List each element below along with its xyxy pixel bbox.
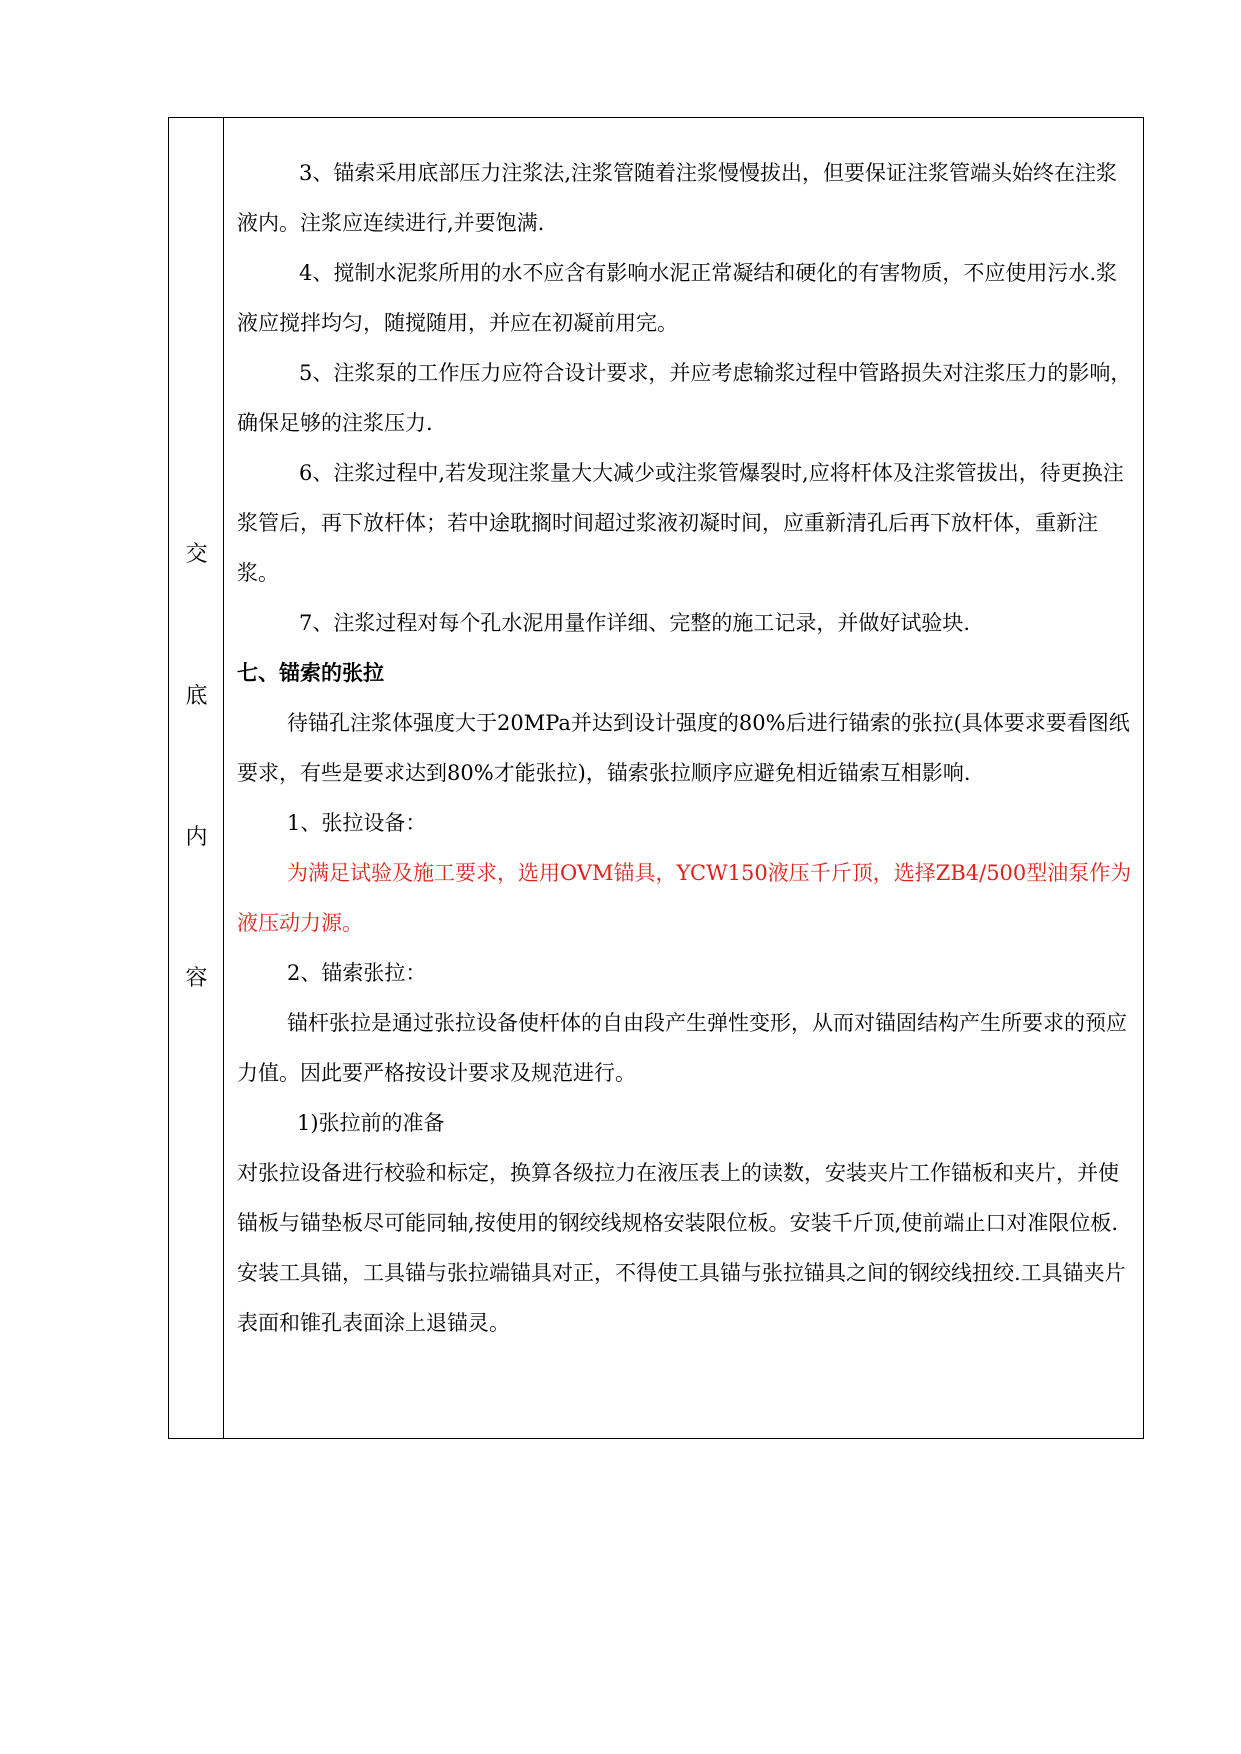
paragraph-step-4: 4、搅制水泥浆所用的水不应含有影响水泥正常凝结和硬化的有害物质，不应使用污水.浆液应搅拌均匀，随搅随用，并应在初凝前用完。 — [237, 261, 1118, 335]
paragraph-step-3: 3、锚索采用底部压力注浆法,注浆管随着注浆慢慢拔出，但要保证注浆管端头始终在注浆液内。注浆应连续进行,并要饱满. — [237, 161, 1118, 235]
paragraph-tension-intro: 待锚孔注浆体强度大于20MPa并达到设计强度的80%后进行锚索的张拉(具体要求要看图纸要求，有些是要求达到80%才能张拉)，锚索张拉顺序应避免相近锚索互相影响. — [237, 711, 1130, 785]
document-table — [168, 117, 1144, 1439]
paragraph-step-5: 5、注浆泵的工作压力应符合设计要求，并应考虑输浆过程中管路损失对注浆压力的影响，确保足够的注浆压力. — [237, 361, 1132, 435]
section-heading: 七、锚索的张拉 — [237, 660, 384, 685]
side-label-column — [169, 118, 224, 1438]
content-body — [237, 148, 1135, 1348]
side-label-char: 底 — [185, 684, 208, 709]
subheading-tensioning: 2、锚索张拉： — [287, 961, 427, 985]
paragraph-step-7: 7、注浆过程对每个孔水泥用量作详细、完整的施工记录，并做好试验块. — [299, 611, 971, 635]
paragraph-step-6: 6、注浆过程中,若发现注浆量大大减少或注浆管爆裂时,应将杆体及注浆管拔出，待更换注浆管后，再下放杆体；若中途耽搁时间超过浆液初凝时间，应重新清孔后再下放杆体，重新注浆。 — [237, 461, 1124, 585]
paragraph-preparation: 对张拉设备进行校验和标定，换算各级拉力在液压表上的读数，安装夹片工作锚板和夹片，并使锚板与锚垫板尽可能同轴,按使用的钢绞线规格安装限位板。安装千斤顶,使前端止口对准限位板.安装工具锚，工具锚与张拉端锚具对正，不得使工具锚与张拉锚具之间的钢绞线扭绞.工具锚夹片表面和锥孔表面涂上退锚灵。 — [237, 1161, 1126, 1335]
paragraph-tensioning: 锚杆张拉是通过张拉设备使杆体的自由段产生弹性变形，从而对锚固结构产生所要求的预应力值。因此要严格按设计要求及规范进行。 — [237, 1011, 1127, 1085]
side-label-char: 内 — [185, 825, 208, 850]
subheading-equipment: 1、张拉设备： — [287, 811, 427, 835]
side-label-char: 交 — [185, 542, 208, 567]
subheading-preparation: 1)张拉前的准备 — [297, 1111, 445, 1135]
side-label-char: 容 — [185, 966, 208, 991]
paragraph-equipment-highlight: 为满足试验及施工要求，选用OVM锚具，YCW150液压千斤顶，选择ZB4/500型油泵作为液压动力源。 — [237, 861, 1132, 935]
